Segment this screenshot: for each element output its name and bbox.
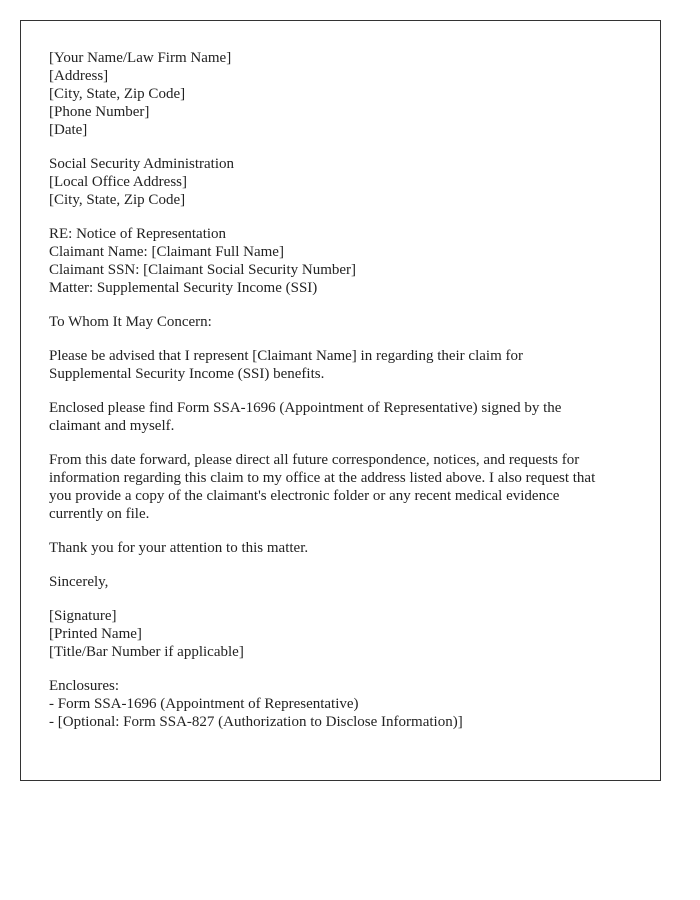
- enclosures-line: - [Optional: Form SSA-827 (Authorization to Disclose Information)]: [49, 714, 463, 730]
- recipient-line: [City, State, Zip Code]: [49, 192, 186, 208]
- para1-line: Supplemental Security Income (SSI) benefits.: [49, 366, 325, 382]
- sender-line: [Phone Number]: [49, 104, 150, 120]
- signature-line: [Printed Name]: [49, 626, 142, 642]
- paragraph-correspondence: [49, 451, 632, 523]
- sender-line: [Your Name/Law Firm Name]: [49, 50, 232, 66]
- signature-block: [49, 607, 632, 661]
- re-line: Matter: Supplemental Security Income (SSI): [49, 280, 318, 296]
- para3-line: currently on file.: [49, 506, 150, 522]
- para2-line: claimant and myself.: [49, 418, 175, 434]
- thanks-line: Thank you for your attention to this matter.: [49, 540, 309, 556]
- recipient-line: Social Security Administration: [49, 156, 234, 172]
- salutation-line: To Whom It May Concern:: [49, 314, 212, 330]
- re-block: [49, 225, 632, 297]
- signature-line: [Signature]: [49, 608, 117, 624]
- recipient-block: [49, 155, 632, 209]
- re-line: RE: Notice of Representation: [49, 226, 227, 242]
- letter-document: [20, 20, 661, 781]
- closing: [49, 573, 632, 591]
- recipient-line: [Local Office Address]: [49, 174, 188, 190]
- sender-line: [Address]: [49, 68, 109, 84]
- enclosures-line: Enclosures:: [49, 678, 119, 694]
- re-line: Claimant SSN: [Claimant Social Security Number]: [49, 262, 357, 278]
- paragraph-enclosed-form: [49, 399, 632, 435]
- enclosures-line: - Form SSA-1696 (Appointment of Representative): [49, 696, 359, 712]
- para3-line: you provide a copy of the claimant's electronic folder or any recent medical evidence: [49, 488, 560, 504]
- salutation: [49, 313, 632, 331]
- sender-line: [City, State, Zip Code]: [49, 86, 186, 102]
- sender-line: [Date]: [49, 122, 88, 138]
- enclosures-block: [49, 677, 632, 731]
- paragraph-representation: [49, 347, 632, 383]
- signature-line: [Title/Bar Number if applicable]: [49, 644, 244, 660]
- paragraph-thanks: [49, 539, 632, 557]
- para1-line: Please be advised that I represent [Claimant Name] in regarding their claim for: [49, 348, 523, 364]
- sender-block: [49, 49, 632, 139]
- closing-line: Sincerely,: [49, 574, 109, 590]
- re-line: Claimant Name: [Claimant Full Name]: [49, 244, 284, 260]
- para3-line: information regarding this claim to my office at the address listed above. I also request that: [49, 470, 596, 486]
- para3-line: From this date forward, please direct all future correspondence, notices, and requests for: [49, 452, 580, 468]
- para2-line: Enclosed please find Form SSA-1696 (Appointment of Representative) signed by the: [49, 400, 562, 416]
